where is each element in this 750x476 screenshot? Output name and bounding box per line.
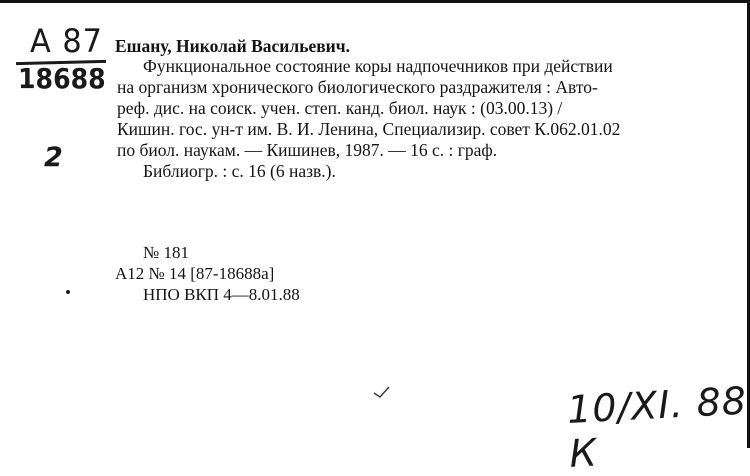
author-heading: Ешану, Николай Васильевич. xyxy=(115,36,351,56)
description-line-1: Функциональное состояние коры надпочечников при действии xyxy=(143,56,613,76)
register-number: А12 № 14 [87-18688а] xyxy=(115,264,275,283)
handwritten-date: 10/XI. 88 К xyxy=(566,378,748,476)
copy-mark: 2 xyxy=(44,142,63,173)
pencil-tick-mark xyxy=(372,384,392,400)
card-top-edge xyxy=(0,0,750,3)
description-line-2: на организм хронического биологического раздражителя : Авто- xyxy=(117,77,598,97)
description-line-4: Кишин. гос. ун-т им. В. И. Ленина, Специализир. совет К.062.01.02 xyxy=(117,119,621,139)
call-number-top: А 87 xyxy=(30,22,103,60)
description-line-3: реф. дис. на соиск. учен. степ. канд. биол. наук : (03.00.13) / xyxy=(117,98,563,118)
npo-code: НПО ВКП 4—8.01.88 xyxy=(143,285,300,304)
call-number-bottom: 18688 xyxy=(18,62,106,95)
index-number: № 181 xyxy=(143,243,189,262)
bibliography-note: Библиогр. : с. 16 (6 назв.). xyxy=(143,161,336,181)
description-line-5: по биол. наукам. — Кишинев, 1987. — 16 с. : граф. xyxy=(117,140,498,160)
ink-dot xyxy=(66,290,70,294)
